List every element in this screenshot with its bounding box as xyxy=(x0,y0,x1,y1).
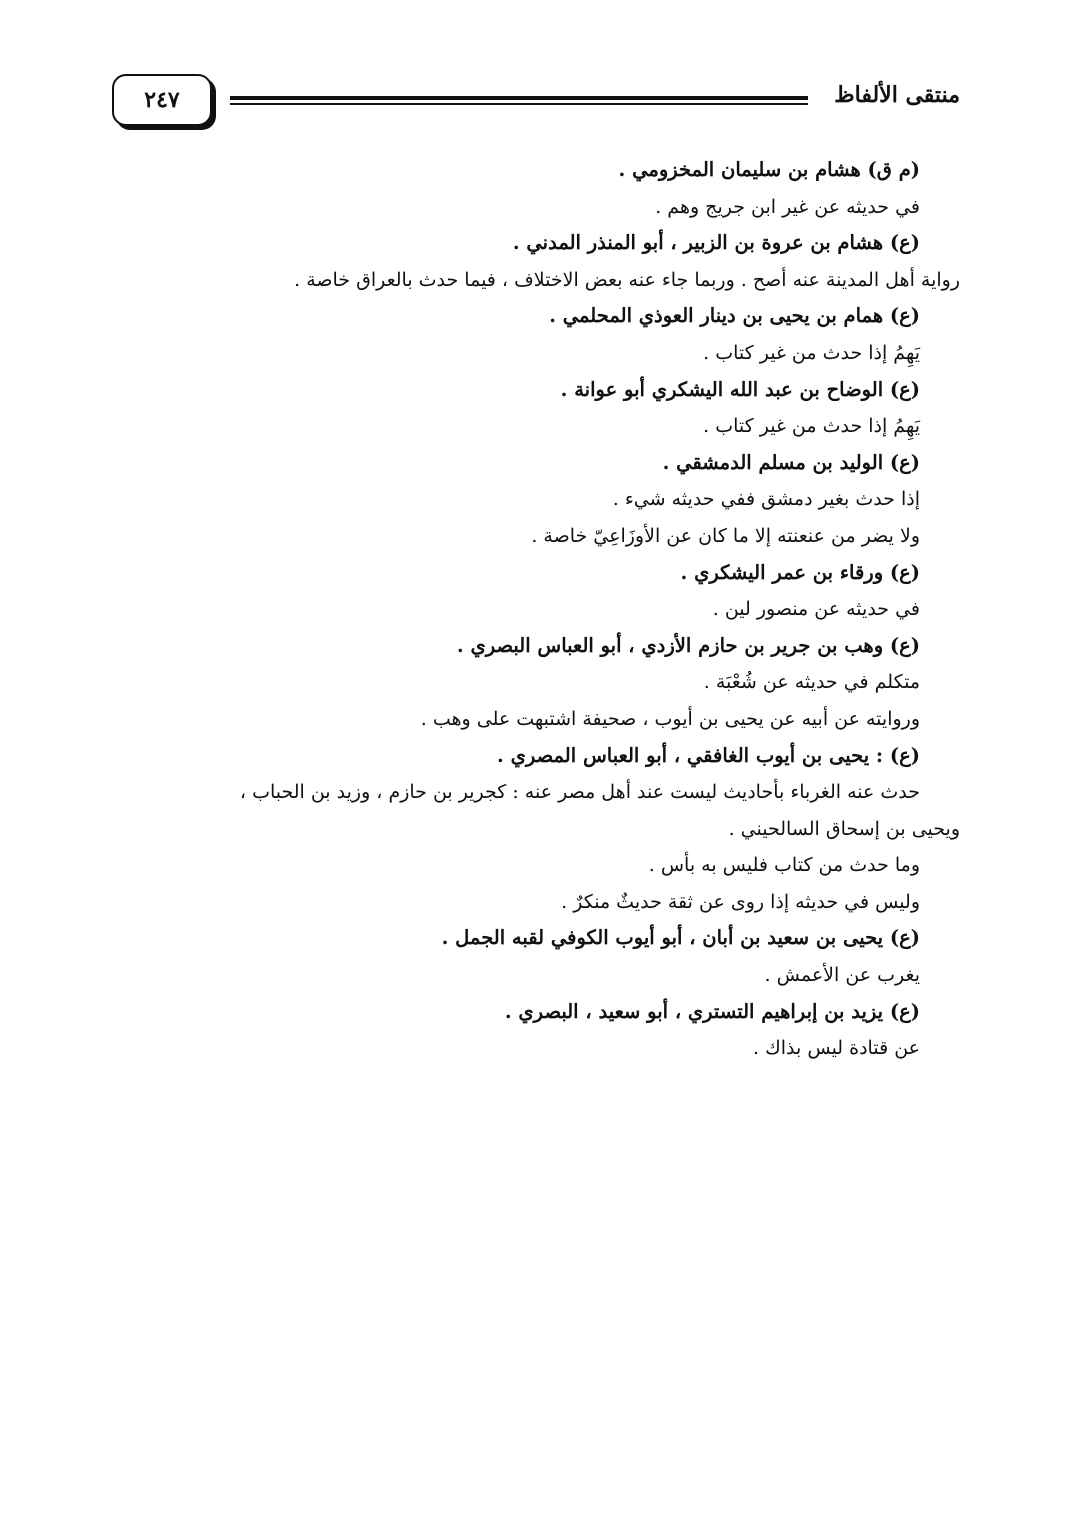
narrator-entry: (ع) هشام بن عروة بن الزبير ، أبو المنذر المدني . xyxy=(512,231,920,255)
narrator-entry: (ع) همام بن يحيى بن دينار العوذي المحلمي . xyxy=(549,304,920,328)
narrator-entry: (ع) ورقاء بن عمر اليشكري . xyxy=(680,560,920,584)
narrator-entry: (ع) الوليد بن مسلم الدمشقي . xyxy=(662,450,920,474)
header-rule-thick xyxy=(230,96,808,100)
narrator-note: في حديثه عن غير ابن جريج وهم . xyxy=(655,195,920,218)
narrator-note: حدث عنه الغرباء بأحاديث ليست عند أهل مصر عنه : كجرير بن حازم ، وزيد بن الحباب ، xyxy=(239,781,920,804)
narrator-note: وما حدث من كتاب فليس به بأس . xyxy=(648,854,920,877)
narrator-entry: (ع) : يحيى بن أيوب الغافقي ، أبو العباس المصري . xyxy=(497,743,920,767)
narrator-entry: (م ق) هشام بن سليمان المخزومي . xyxy=(618,158,920,181)
page-header xyxy=(112,70,960,132)
narrator-note: وروايته عن أبيه عن يحيى بن أيوب ، صحيفة اشتبهت على وهب . xyxy=(420,707,920,730)
narrator-note: عن قتادة ليس بذاك . xyxy=(753,1037,920,1060)
book-title: منتقى الألفاظ xyxy=(834,82,960,108)
narrator-note: في حديثه عن منصور لين . xyxy=(712,598,920,621)
narrator-note: يغرب عن الأعمش . xyxy=(764,964,920,987)
header-double-rule xyxy=(230,96,808,104)
narrator-note: يَهِمُ إذا حدث من غير كتاب . xyxy=(703,415,920,438)
narrator-note: ويحيى بن إسحاق السالحيني . xyxy=(728,817,960,840)
page-number: ٢٤٧ xyxy=(112,74,212,126)
header-rule-thin xyxy=(230,103,808,105)
narrator-note: وليس في حديثه إذا روى عن ثقة حديثٌ منكرٌ . xyxy=(561,890,920,913)
page-body xyxy=(112,152,960,1067)
narrator-entry: (ع) وهب بن جرير بن حازم الأزدي ، أبو العباس البصري . xyxy=(456,633,920,657)
narrator-entry: (ع) الوضاح بن عبد الله اليشكري أبو عوانة . xyxy=(560,377,920,401)
narrator-entry: (ع) يزيد بن إبراهيم التستري ، أبو سعيد ، البصري . xyxy=(504,999,920,1023)
narrator-note: يَهِمُ إذا حدث من غير كتاب . xyxy=(703,341,920,364)
narrator-note: ولا يضر من عنعنته إلا ما كان عن الأوزَاعِيّ خاصة . xyxy=(531,524,920,547)
narrator-note: متكلم في حديثه عن شُعْبَة . xyxy=(703,671,920,694)
narrator-entry: (ع) يحيى بن سعيد بن أبان ، أبو أيوب الكوفي لقبه الجمل . xyxy=(441,926,920,950)
narrator-note: إذا حدث بغير دمشق ففي حديثه شيء . xyxy=(612,488,920,511)
narrator-note: رواية أهل المدينة عنه أصح . وربما جاء عنه بعض الاختلاف ، فيما حدث بالعراق خاصة . xyxy=(294,268,960,291)
